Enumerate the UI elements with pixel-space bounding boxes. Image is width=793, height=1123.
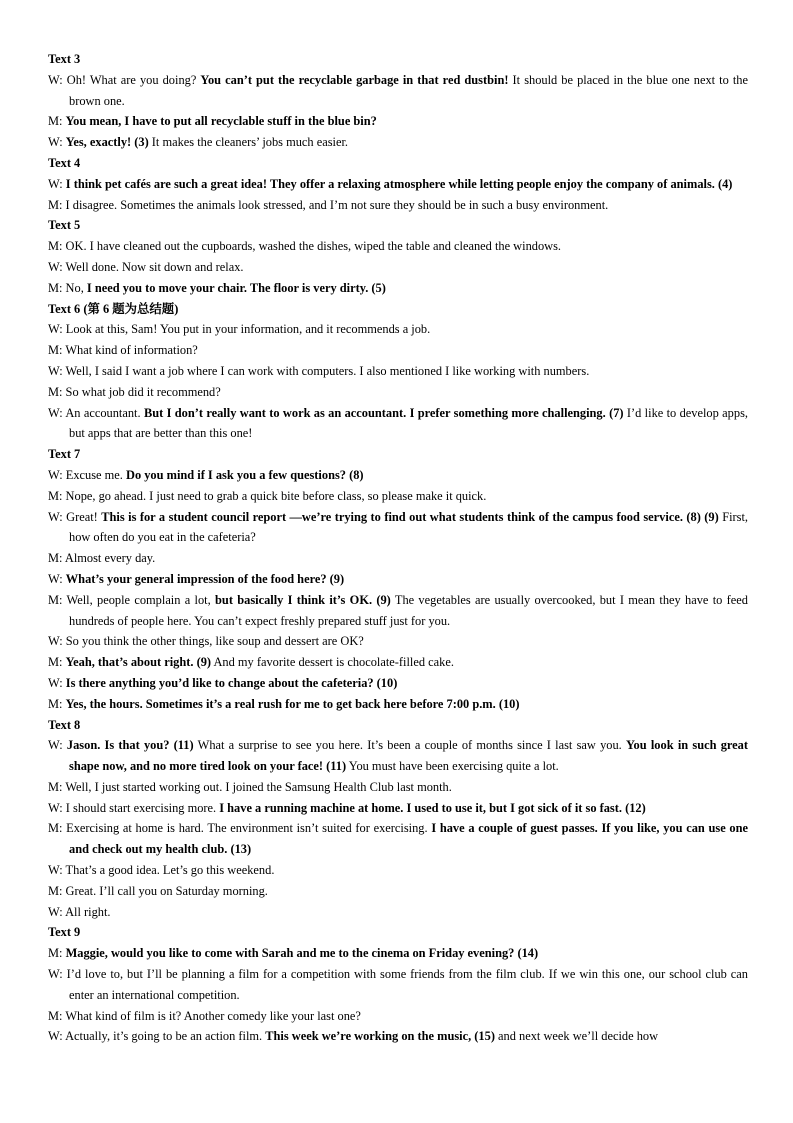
section-heading: Text 9: [48, 925, 81, 940]
dialogue-line: [48, 548, 748, 569]
dialogue-line: [48, 881, 748, 902]
dialogue-text: W: Well, I said I want a job where I can work with computers. I also mentioned I like working with numbers.: [48, 363, 590, 378]
dialogue-line: [48, 1026, 748, 1047]
dialogue-text: M: What kind of information?: [48, 343, 198, 358]
answer-highlight: You can’t put the recyclable garbage in that red dustbin!: [200, 72, 509, 87]
dialogue-line: [48, 798, 748, 819]
answer-highlight: Maggie, would you like to come with Sarah and me to the cinema on Friday evening? (14): [65, 946, 539, 961]
answer-highlight: I have a running machine at home. I used to use it, but I got sick of it so fast. (12): [219, 800, 646, 815]
dialogue-text: You must have been exercising quite a lot.: [346, 759, 559, 774]
dialogue-line: [48, 590, 748, 632]
dialogue-text: W: Well done. Now sit down and relax.: [48, 259, 244, 274]
dialogue-text: M: No,: [48, 280, 87, 295]
dialogue-text: M:: [48, 114, 66, 129]
dialogue-text: M: Well, I just started working out. I joined the Samsung Health Club last month.: [48, 779, 452, 794]
dialogue-line: [48, 465, 748, 486]
dialogue-text: W:: [48, 135, 66, 150]
dialogue-line: [48, 236, 748, 257]
dialogue-text: W: All right.: [48, 904, 111, 919]
dialogue-text: W:: [48, 738, 67, 753]
answer-highlight: Jason. Is that you? (11): [66, 738, 194, 753]
answer-highlight: Do you mind if I ask you a few questions? (8): [126, 467, 364, 482]
dialogue-text: W: I should start exercising more.: [48, 800, 220, 815]
dialogue-text: What a surprise to see you here. It’s been a couple of months since I last saw you.: [193, 738, 626, 753]
section-heading: Text 3: [48, 52, 81, 66]
dialogue-text: and next week we’ll decide how: [494, 1029, 659, 1044]
dialogue-text: W: That’s a good idea. Let’s go this weekend.: [48, 863, 275, 878]
dialogue-text: W:: [48, 571, 66, 586]
dialogue-text: W: Great!: [48, 509, 102, 524]
dialogue-line: [48, 111, 748, 132]
dialogue-text: It should be placed in the blue one next to the brown one.: [69, 72, 748, 108]
dialogue-line: [48, 132, 748, 153]
dialogue-text: M: OK. I have cleaned out the cupboards, washed the dishes, wiped the table and cleaned the windows.: [48, 239, 562, 254]
dialogue-text: M:: [48, 655, 66, 670]
dialogue-line: [48, 70, 748, 112]
section-heading: Text 4: [48, 155, 81, 170]
dialogue-text: M:: [48, 946, 66, 961]
dialogue-text: M: Well, people complain a lot,: [48, 592, 216, 607]
dialogue-text: And my favorite dessert is chocolate-filled cake.: [211, 655, 454, 670]
dialogue-line: [48, 319, 748, 340]
dialogue-line: [48, 694, 748, 715]
answer-highlight: I need you to move your chair. The floor is very dirty. (5): [86, 280, 386, 295]
dialogue-line: [48, 631, 748, 652]
dialogue-text: M: So what job did it recommend?: [48, 384, 221, 399]
dialogue-line: [48, 860, 748, 881]
dialogue-line: [48, 964, 748, 1006]
dialogue-line: [48, 361, 748, 382]
dialogue-text: W:: [48, 176, 66, 191]
answer-highlight: You look in such great shape now, and no more tired look on your face! (11): [69, 738, 748, 774]
dialogue-text: I’d like to develop apps, but apps that are better than this one!: [69, 405, 748, 441]
dialogue-text: M:: [48, 696, 66, 711]
section-heading: Text 7: [48, 447, 81, 462]
dialogue-line: [48, 943, 748, 964]
dialogue-line: [48, 278, 748, 299]
answer-highlight: Yeah, that’s about right. (9): [65, 655, 212, 670]
answer-highlight: But I don’t really want to work as an accountant. I prefer something more challenging. (7): [143, 405, 624, 420]
dialogue-line: [48, 257, 748, 278]
dialogue-line: [48, 1006, 748, 1027]
answer-highlight: What’s your general impression of the food here? (9): [65, 571, 345, 586]
dialogue-line: [48, 902, 748, 923]
dialogue-line: [48, 652, 748, 673]
dialogue-text: M: Nope, go ahead. I just need to grab a quick bite before class, so please make it quick.: [48, 488, 487, 503]
dialogue-text: It makes the cleaners’ jobs much easier.: [148, 135, 349, 150]
dialogue-text: The vegetables are usually overcooked, but I mean they have to feed hundreds of people here. You can’t expect freshly prepared stuff just for you.: [69, 592, 748, 628]
section-heading: Text 5: [48, 218, 81, 233]
dialogue-line: [48, 673, 748, 694]
dialogue-text: W: So you think the other things, like soup and dessert are OK?: [48, 634, 364, 649]
dialogue-line: [48, 382, 748, 403]
dialogue-text: W: An accountant.: [48, 405, 144, 420]
dialogue-line: [48, 507, 748, 549]
dialogue-text: M: Exercising at home is hard. The environment isn’t suited for exercising.: [48, 821, 432, 836]
answer-highlight: Yes, the hours. Sometimes it’s a real rush for me to get back here before 7:00 p.m. (10): [65, 696, 520, 711]
answer-highlight: This week we’re working on the music, (15): [265, 1029, 495, 1044]
dialogue-line: [48, 735, 748, 777]
dialogue-line: [48, 777, 748, 798]
dialogue-text: W: Oh! What are you doing?: [48, 72, 201, 87]
dialogue-line: [48, 174, 748, 195]
answer-highlight: I have a couple of guest passes. If you like, you can use one and check out my health club. (13): [69, 821, 748, 857]
dialogue-line: [48, 818, 748, 860]
dialogue-line: [48, 195, 748, 216]
section-heading: Text 6 (第 6 题为总结题): [48, 301, 179, 316]
answer-highlight: Is there anything you’d like to change about the cafeteria? (10): [65, 675, 398, 690]
answer-highlight: but basically I think it’s OK. (9): [215, 592, 391, 607]
dialogue-text: M: Great. I’ll call you on Saturday morning.: [48, 883, 268, 898]
dialogue-text: W: Excuse me.: [48, 467, 126, 482]
dialogue-text: W: Look at this, Sam! You put in your information, and it recommends a job.: [48, 322, 431, 337]
dialogue-text: First, how often do you eat in the cafeteria?: [69, 509, 749, 545]
dialogue-line: [48, 486, 748, 507]
dialogue-text: M: What kind of film is it? Another comedy like your last one?: [48, 1008, 361, 1023]
dialogue-text: W: Actually, it’s going to be an action film.: [48, 1029, 266, 1044]
section-heading: Text 8: [48, 717, 81, 732]
transcript-document: [48, 49, 748, 1047]
answer-highlight: I think pet cafés are such a great idea! They offer a relaxing atmosphere while letting people enjoy the company of animals. (4): [65, 176, 733, 191]
dialogue-line: [48, 340, 748, 361]
dialogue-line: [48, 569, 748, 590]
answer-highlight: You mean, I have to put all recyclable stuff in the blue bin?: [65, 114, 377, 129]
dialogue-text: M: I disagree. Sometimes the animals look stressed, and I’m not sure they should be in such a busy environment.: [48, 197, 609, 212]
answer-highlight: This is for a student council report —we’re trying to find out what students think of the campus food service. (8) (9): [101, 509, 719, 524]
answer-highlight: Yes, exactly! (3): [65, 135, 149, 150]
dialogue-text: W: I’d love to, but I’ll be planning a film for a competition with some friends from the film club. If we win this one, our school club can enter an international competition.: [48, 967, 748, 1002]
dialogue-text: M: Almost every day.: [48, 551, 156, 566]
dialogue-line: [48, 403, 748, 445]
dialogue-text: W:: [48, 675, 66, 690]
